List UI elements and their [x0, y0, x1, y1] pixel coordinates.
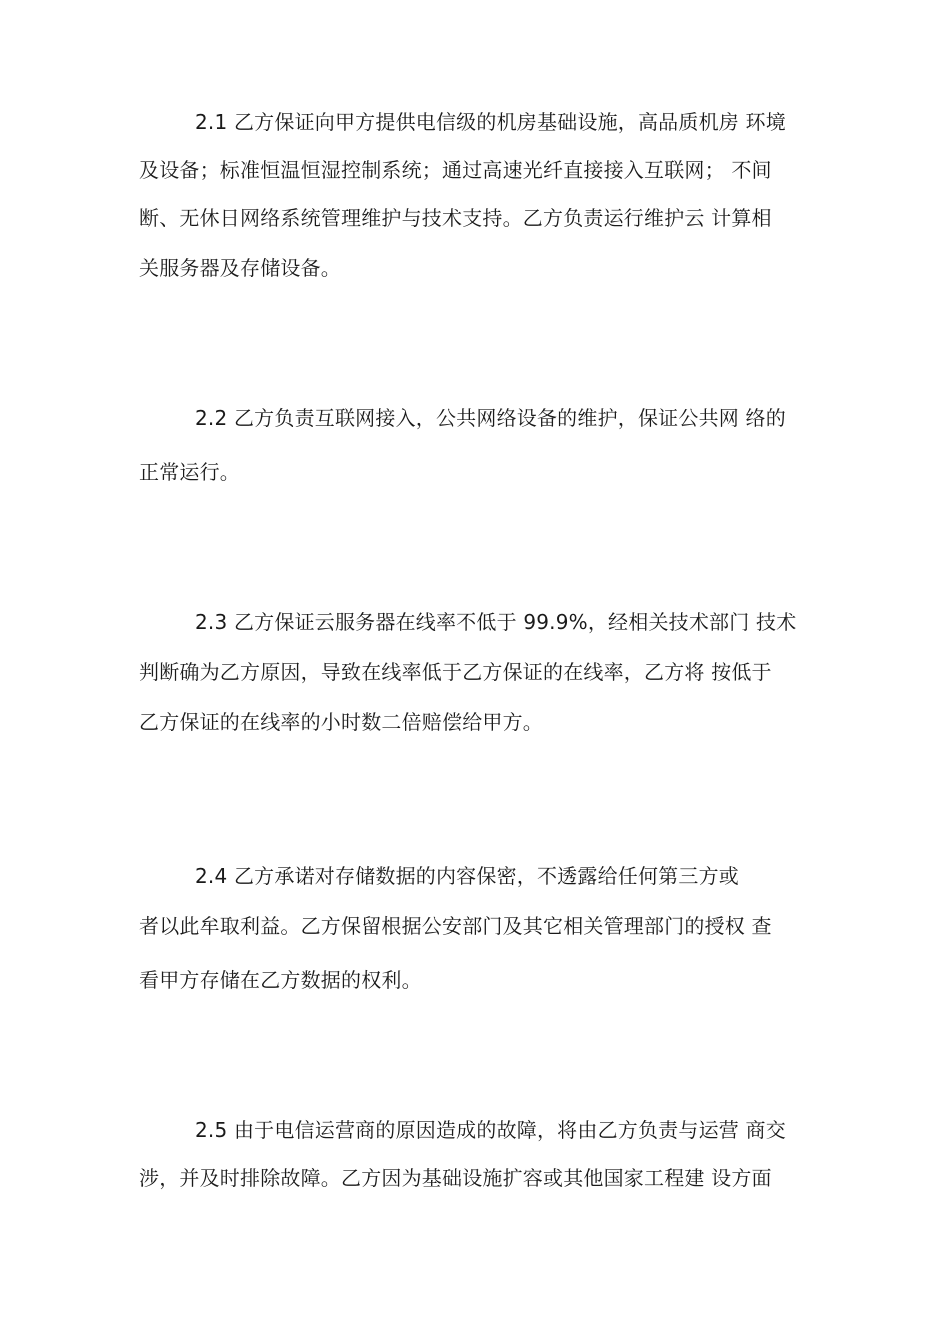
paragraph-2-1-line-3: 断、无休日网络系统管理维护与技术支持。乙方负责运行维护云 计算相: [139, 206, 772, 230]
paragraph-2-1-line-4: 关服务器及存储设备。: [139, 256, 341, 280]
paragraph-2-4-line-3: 看甲方存储在乙方数据的权利。: [139, 968, 422, 992]
paragraph-2-3-line-2: 判断确为乙方原因，导致在线率低于乙方保证的在线率，乙方将 按低于: [139, 660, 772, 684]
paragraph-2-1-line-1: 2.1 乙方保证向甲方提供电信级的机房基础设施，高品质机房 环境: [195, 110, 786, 134]
paragraph-2-3-line-1: 2.3 乙方保证云服务器在线率不低于 99.9%，经相关技术部门 技术: [195, 610, 797, 634]
paragraph-2-2-line-1: 2.2 乙方负责互联网接入，公共网络设备的维护，保证公共网 络的: [195, 406, 786, 430]
paragraph-2-5-line-2: 涉，并及时排除故障。乙方因为基础设施扩容或其他国家工程建 设方面: [139, 1166, 772, 1190]
paragraph-2-4-line-2: 者以此牟取利益。乙方保留根据公安部门及其它相关管理部门的授权 查: [139, 914, 772, 938]
paragraph-2-1-line-2: 及设备；标准恒温恒湿控制系统；通过高速光纤直接接入互联网； 不间: [139, 158, 772, 182]
paragraph-2-5-line-1: 2.5 由于电信运营商的原因造成的故障，将由乙方负责与运营 商交: [195, 1118, 786, 1142]
paragraph-2-4-line-1: 2.4 乙方承诺对存储数据的内容保密，不透露给任何第三方或: [195, 864, 739, 888]
paragraph-2-3-line-3: 乙方保证的在线率的小时数二倍赔偿给甲方。: [139, 710, 543, 734]
paragraph-2-2-line-2: 正常运行。: [139, 460, 240, 484]
